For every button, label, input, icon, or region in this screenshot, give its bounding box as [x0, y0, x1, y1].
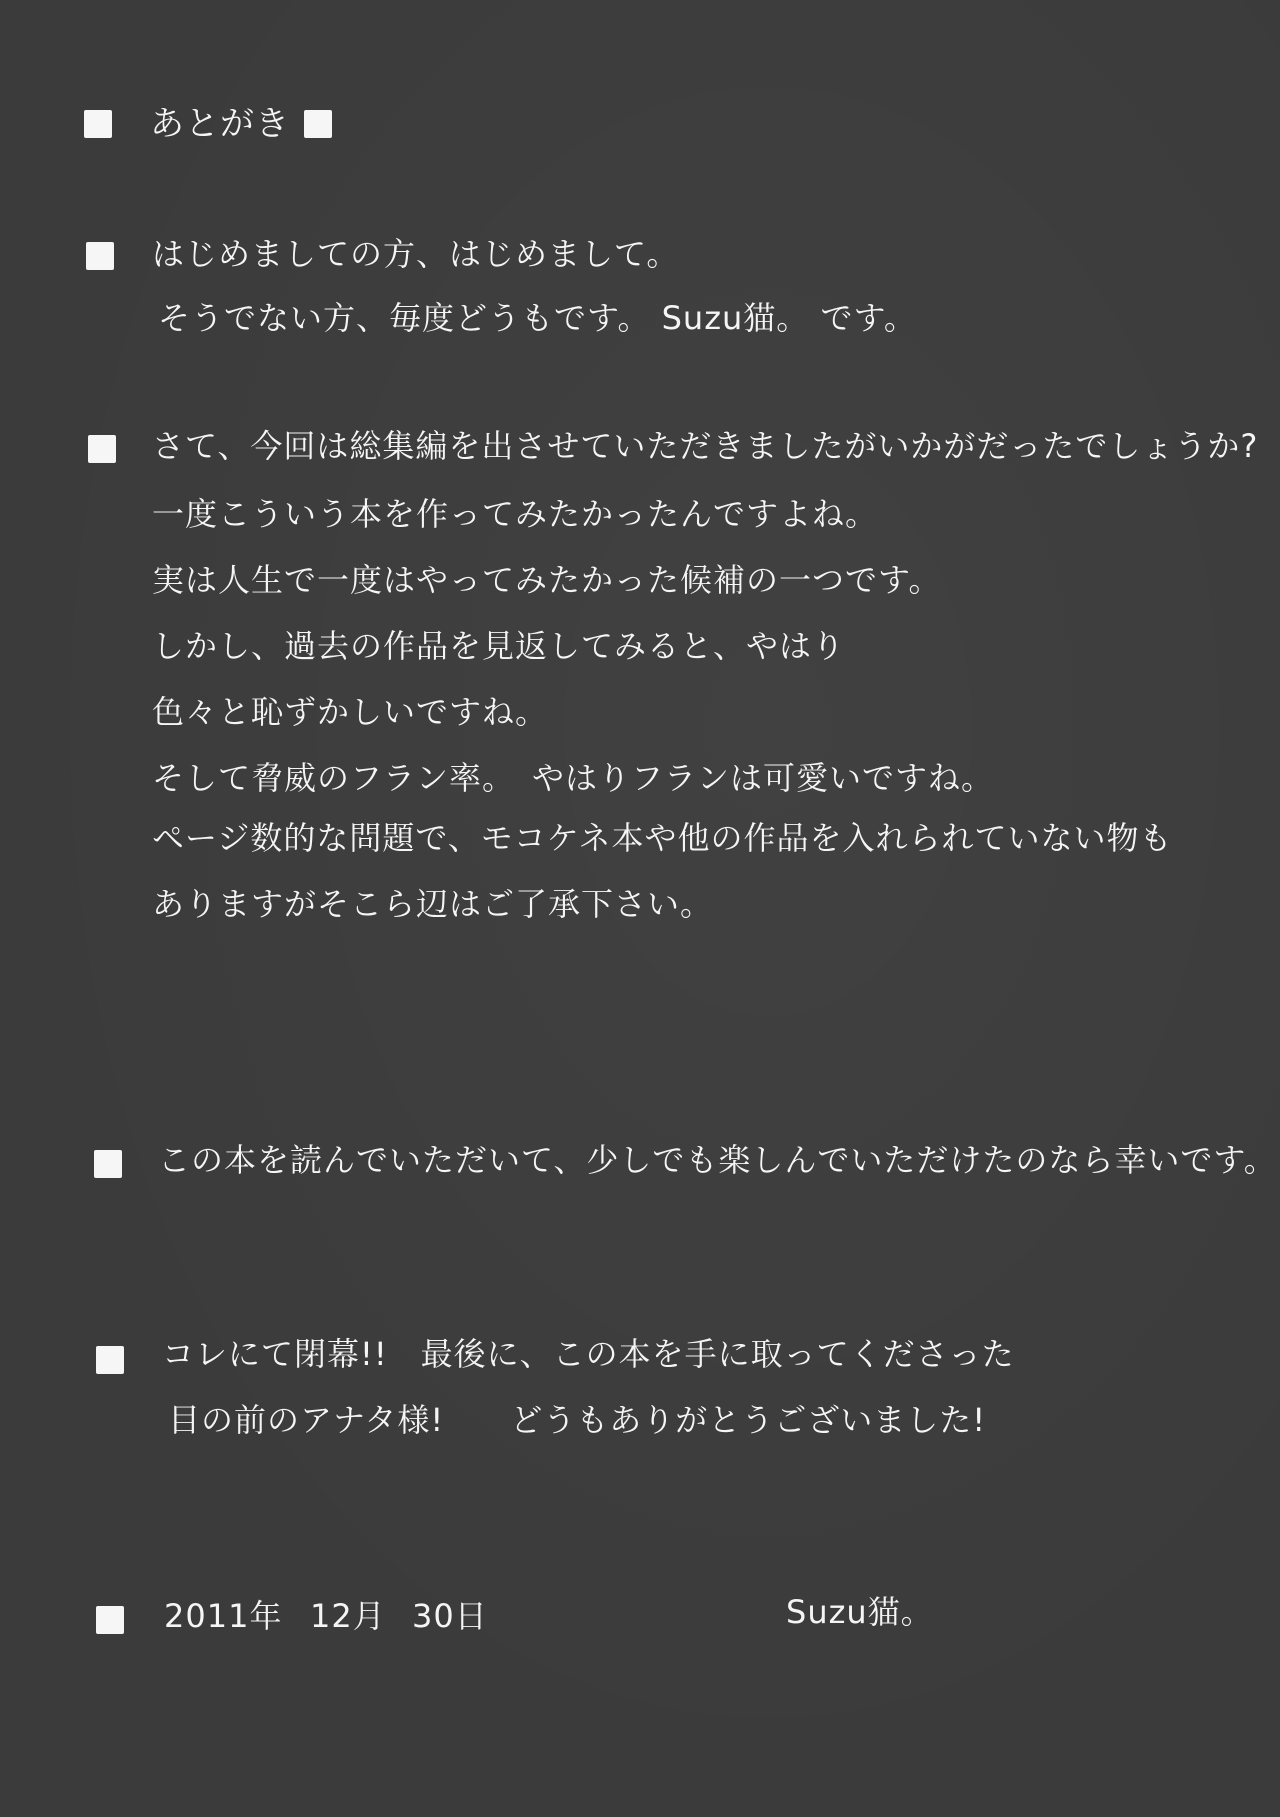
paragraph2-line-3: 実は人生で一度はやってみたかった候補の一つです。	[152, 561, 942, 599]
paragraph4-line-2: 目の前のアナタ様! どうもありがとうございました!	[168, 1401, 987, 1439]
paragraph2-line-4: しかし、過去の作品を見返してみると、やはり	[152, 627, 846, 665]
signature-bullet	[96, 1606, 124, 1634]
paragraph2-line-5: 色々と恥ずかしいですね。	[152, 693, 549, 731]
paragraph2-line-8: ありますがそこら辺はご了承下さい。	[152, 885, 714, 923]
paragraph3-bullet	[94, 1150, 122, 1178]
paragraph4-bullet	[96, 1346, 124, 1374]
paragraph1-bullet	[86, 242, 114, 270]
paragraph3-line-1: この本を読んでいただいて、少しでも楽しんでいただけたのなら幸いです。	[158, 1141, 1277, 1179]
paragraph4-line-1: コレにて閉幕!! 最後に、この本を手に取ってくださった	[162, 1335, 1015, 1373]
signature-day: 30日	[412, 1597, 488, 1635]
heading-bullet-right	[304, 110, 332, 138]
paragraph2-line-6: そして脅威のフラン率。 やはりフランは可愛いですね。	[152, 759, 995, 797]
signature-year: 2011年	[164, 1597, 283, 1635]
signature-month: 12月	[310, 1597, 386, 1635]
paragraph1-line-1: はじめましての方、はじめまして。	[152, 235, 680, 273]
heading-bullet-left	[84, 110, 112, 138]
paragraph2-bullet	[88, 435, 116, 463]
paragraph2-line-7: ページ数的な問題で、モコケネ本や他の作品を入れられていない物も	[152, 819, 1173, 857]
paragraph2-line-2: 一度こういう本を作ってみたかったんですよね。	[152, 495, 879, 533]
signature-author: Suzu猫。	[786, 1593, 934, 1631]
paragraph2-line-1: さて、今回は総集編を出させていただきましたがいかがだったでしょうか?	[152, 427, 1259, 465]
page-title: あとがき	[150, 104, 290, 144]
paragraph1-line-2: そうでない方、毎度どうもです。 Suzu猫。 です。	[158, 299, 917, 337]
